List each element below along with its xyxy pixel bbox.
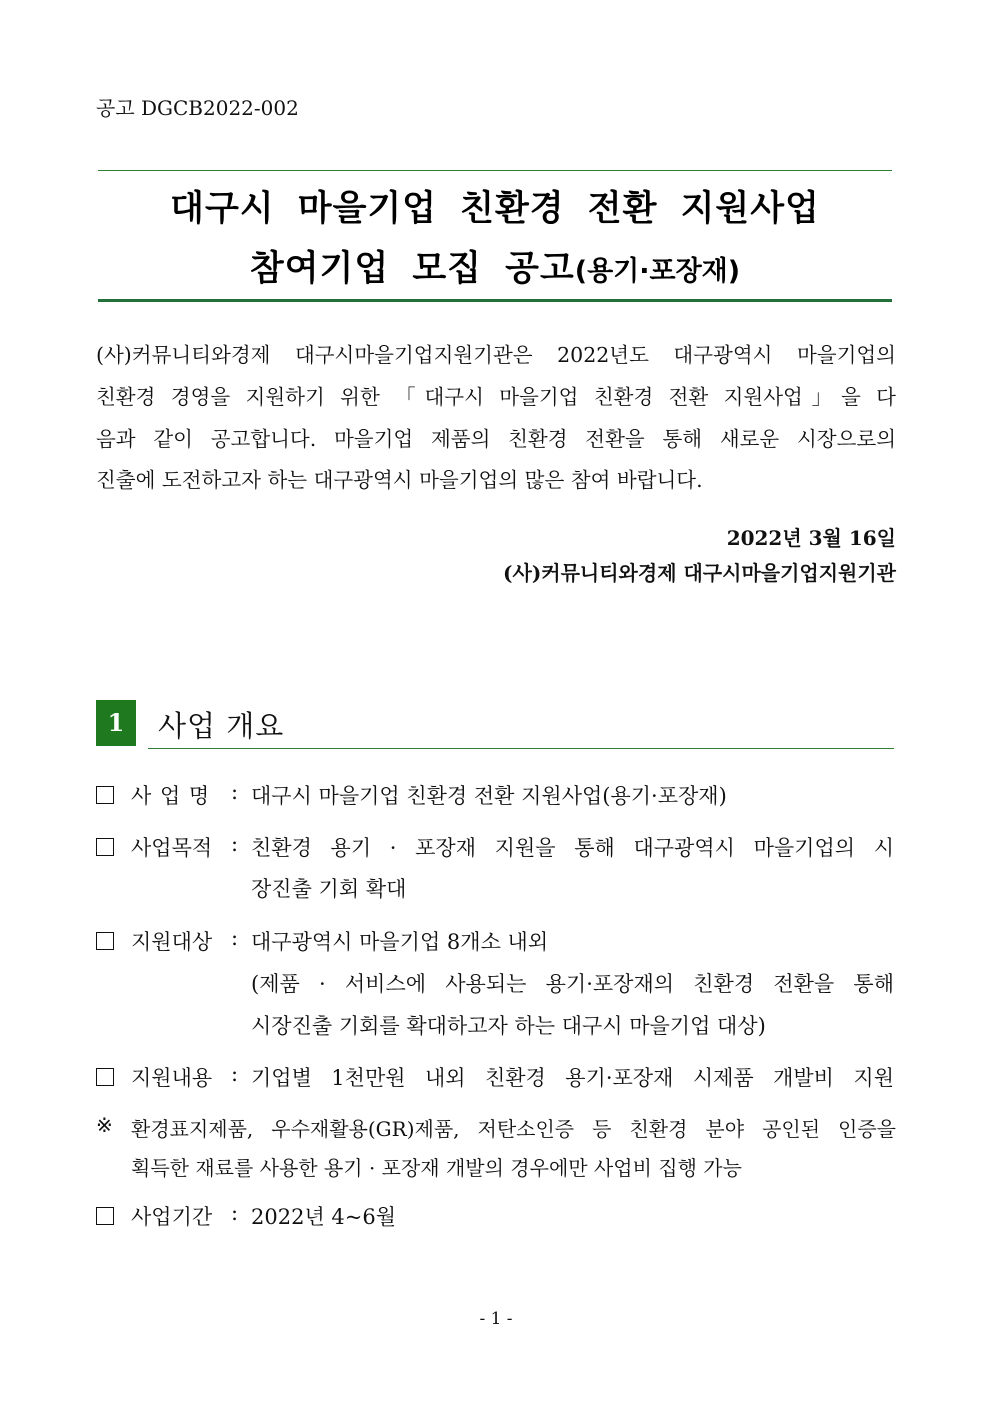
page-number: - 1 -	[479, 1309, 513, 1329]
item-colon: :	[231, 780, 239, 804]
item-label-support: 지원내용	[131, 1066, 213, 1090]
item-value: 대구시 마을기업 친환경 전환 지원사업(용기·포장재)	[251, 784, 727, 808]
item-value-cont: 시장진출 기회를 확대하고자 하는 대구시 마을기업 대상)	[251, 1014, 766, 1038]
item-value: 친환경 용기 · 포장재 지원을 통해 대구광역시 마을기업의 시	[251, 836, 894, 860]
item-value: 기업별 1천만원 내외 친환경 용기·포장재 시제품 개발비 지원	[251, 1066, 894, 1090]
item-colon: :	[231, 1062, 239, 1086]
intro-line: (사)커뮤니티와경제 대구시마을기업지원기관은 2022년도 대구광역시 마을기업의	[96, 343, 896, 367]
document-title-line1: 대구시 마을기업 친환경 전환 지원사업	[170, 189, 820, 229]
section-title: 사업 개요	[158, 709, 285, 743]
item-label-target: 지원대상	[131, 930, 213, 954]
item-label-purpose: 사업목적	[131, 836, 213, 860]
item-value-cont: 장진출 기회 확대	[251, 877, 407, 901]
checkbox-icon	[96, 932, 114, 950]
section-rule	[148, 748, 894, 749]
checkbox-icon	[96, 1068, 114, 1086]
section-number-badge: 1	[96, 700, 136, 746]
item-colon: :	[231, 832, 239, 856]
title-bottom-rule	[98, 299, 892, 302]
item-label-project-name: 사 업 명	[131, 784, 211, 808]
title-main: 참여기업 모집 공고	[249, 249, 575, 289]
note-line: 획득한 재료를 사용한 용기 · 포장재 개발의 경우에만 사업비 집행 가능	[131, 1156, 742, 1180]
document-title-line2	[98, 241, 892, 291]
checkbox-icon	[96, 1207, 114, 1225]
item-colon: :	[231, 926, 239, 950]
issuing-organization: (사)커뮤니티와경제 대구시마을기업지원기관	[503, 561, 896, 585]
item-value: 2022년 4~6월	[251, 1205, 397, 1229]
item-value: 대구광역시 마을기업 8개소 내외	[251, 930, 549, 954]
intro-line: 친환경 경영을 지원하기 위한 「대구시 마을기업 친환경 전환 지원사업」을 다	[96, 385, 896, 409]
title-top-rule	[98, 170, 892, 171]
checkbox-icon	[96, 838, 114, 856]
item-label-period: 사업기간	[131, 1205, 213, 1229]
intro-line: 진출에 도전하고자 하는 대구광역시 마을기업의 많은 참여 바랍니다.	[96, 468, 703, 492]
note-line: 환경표지제품, 우수재활용(GR)제품, 저탄소인증 등 친환경 분야 공인된 인증을	[131, 1117, 896, 1141]
checkbox-icon	[96, 786, 114, 804]
title-sub: (용기·포장재)	[574, 256, 741, 287]
note-mark: ※	[96, 1113, 113, 1137]
item-value-cont: (제품 · 서비스에 사용되는 용기·포장재의 친환경 전환을 통해	[251, 972, 894, 996]
announcement-date: 2022년 3월 16일	[726, 526, 896, 550]
intro-line: 음과 같이 공고합니다. 마을기업 제품의 친환경 전환을 통해 새로운 시장으로의	[96, 427, 896, 451]
notice-number: 공고 DGCB2022-002	[96, 96, 299, 120]
item-colon: :	[231, 1201, 239, 1225]
